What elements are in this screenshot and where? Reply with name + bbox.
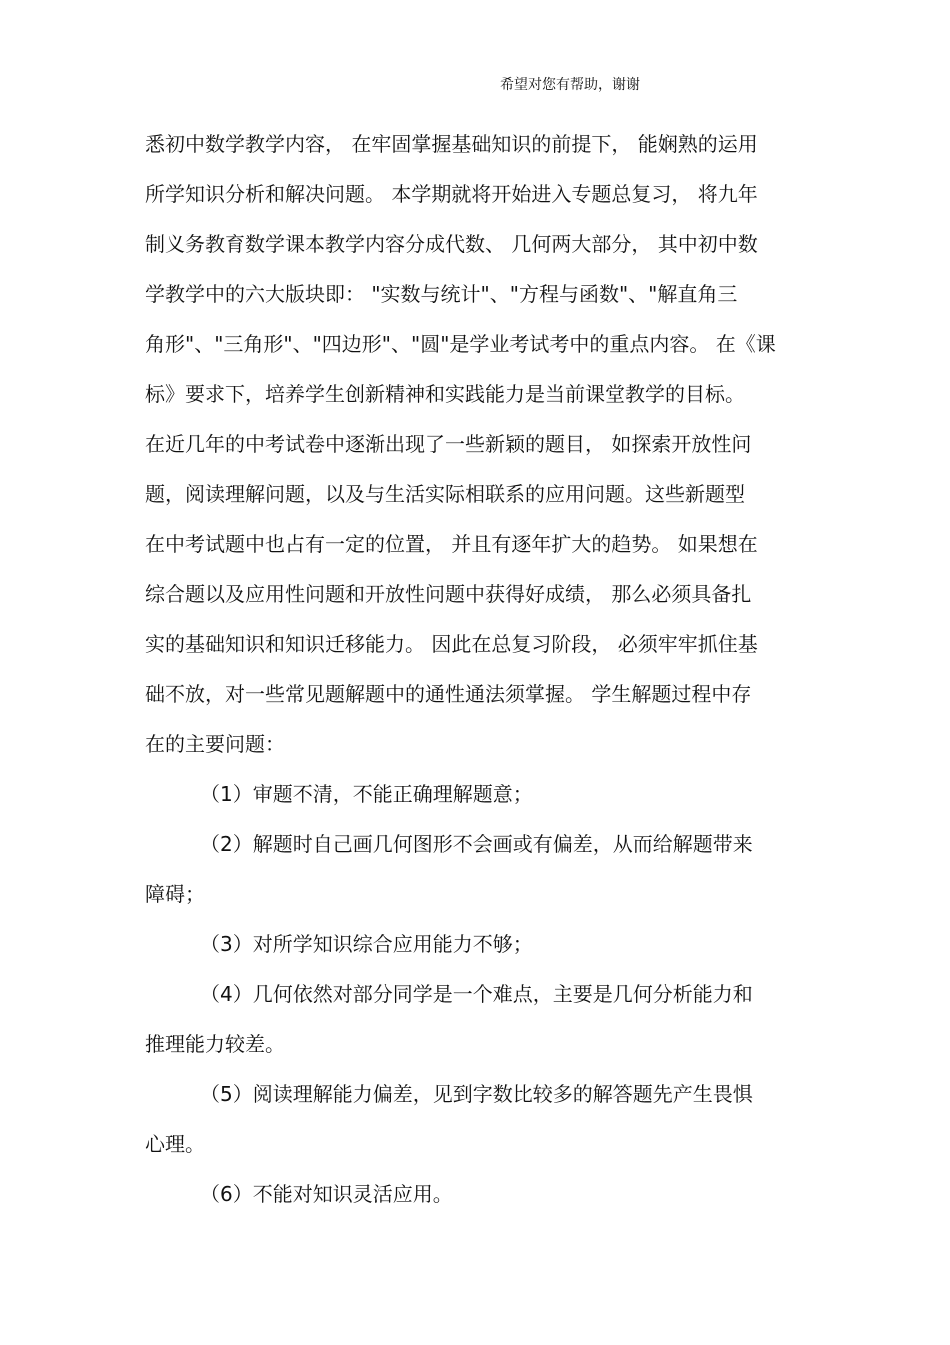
text-line: 心理。 [145,1132,205,1156]
list-item: （3）对所学知识综合应用能力不够； [200,932,533,956]
list-item: （4）几何依然对部分同学是一个难点，主要是几何分析能力和 [200,982,753,1006]
text-line: 综合题以及应用性问题和开放性问题中获得好成绩， 那么必须具备扎 [145,582,752,606]
list-item: （1）审题不清，不能正确理解题意； [200,782,533,806]
page-header: 希望对您有帮助，谢谢 [500,77,640,93]
text-line: 学教学中的六大版块即： "实数与统计"、"方程与函数"、"解直角三 [145,282,738,306]
text-line: 角形"、"三角形"、"四边形"、"圆"是学业考试考中的重点内容。 在《课 [145,332,776,356]
text-line: 在中考试题中也占有一定的位置， 并且有逐年扩大的趋势。 如果想在 [145,532,758,556]
text-line: 推理能力较差。 [145,1032,285,1056]
list-item: （5）阅读理解能力偏差，见到字数比较多的解答题先产生畏惧 [200,1082,753,1106]
list-item: （2）解题时自己画几何图形不会画或有偏差，从而给解题带来 [200,832,753,856]
text-line: 实的基础知识和知识迁移能力。 因此在总复习阶段， 必须牢牢抓住基 [145,632,758,656]
list-item: （6）不能对知识灵活应用。 [200,1182,453,1206]
text-line: 础不放，对一些常见题解题中的通性通法须掌握。 学生解题过程中存 [145,682,752,706]
text-line: 在的主要问题： [145,732,285,756]
text-line: 在近几年的中考试卷中逐渐出现了一些新颖的题目， 如探索开放性问 [145,432,752,456]
text-line: 悉初中数学教学内容， 在牢固掌握基础知识的前提下， 能娴熟的运用 [145,132,758,156]
text-line: 题，阅读理解问题，以及与生活实际相联系的应用问题。这些新题型 [145,482,745,506]
text-line: 制义务教育数学课本教学内容分成代数、 几何两大部分， 其中初中数 [145,232,758,256]
text-line: 障碍； [145,882,205,906]
text-line: 所学知识分析和解决问题。 本学期就将开始进入专题总复习， 将九年 [145,182,758,206]
text-line: 标》要求下，培养学生创新精神和实践能力是当前课堂教学的目标。 [145,382,745,406]
